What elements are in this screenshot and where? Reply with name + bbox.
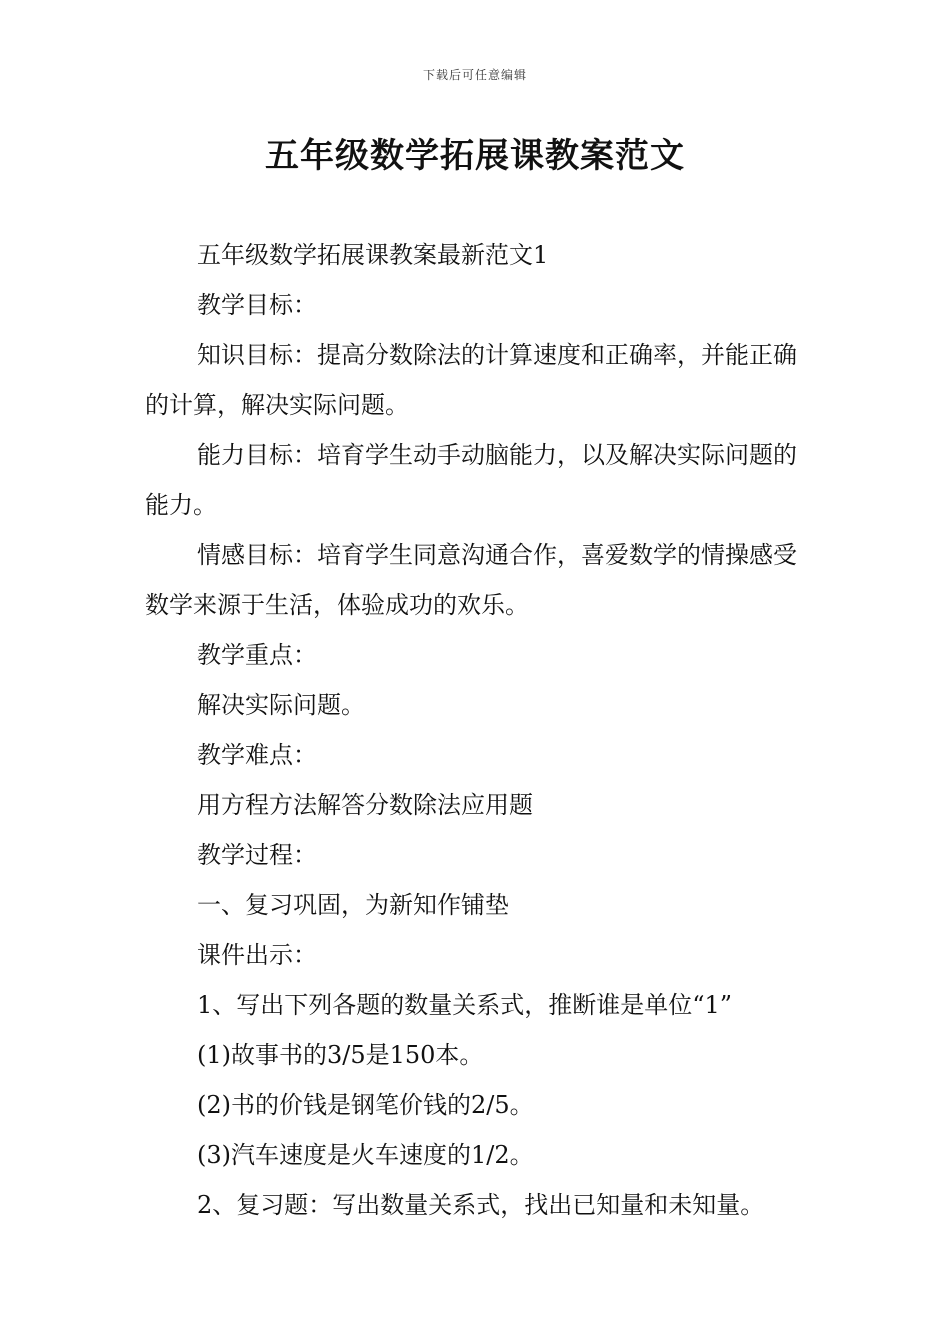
paragraph-item-1: (1)故事书的3/5是150本。	[197, 1041, 484, 1069]
paragraph-difficulties: 用方程方法解答分数除法应用题	[197, 791, 533, 819]
paragraph-key-points: 解决实际问题。	[197, 691, 365, 719]
document-body	[145, 230, 810, 1230]
paragraph-item-3: (3)汽车速度是火车速度的1/2。	[197, 1141, 534, 1169]
document-title: 五年级数学拓展课教案范文	[265, 136, 685, 176]
paragraph-emotion-goal: 情感目标：培育学生同意沟通合作，喜爱数学的情操感受数学来源于生活，体验成功的欢乐。	[145, 541, 797, 619]
paragraph-exercise-two: 2、复习题：写出数量关系式，找出已知量和未知量。	[197, 1191, 765, 1219]
paragraph-item-2: (2)书的价钱是钢笔价钱的2/5。	[197, 1091, 534, 1119]
paragraph-key-points-heading: 教学重点：	[197, 641, 317, 669]
paragraph-process-heading: 教学过程：	[197, 841, 317, 869]
paragraph-subtitle: 五年级数学拓展课教案最新范文1	[197, 241, 549, 269]
header-note: 下载后可任意编辑	[422, 68, 527, 82]
paragraph-ability-goal: 能力目标：培育学生动手动脑能力，以及解决实际问题的能力。	[145, 441, 797, 519]
paragraph-section-one: 一、复习巩固，为新知作铺垫	[197, 891, 509, 919]
paragraph-exercise-one: 1、写出下列各题的数量关系式，推断谁是单位“1”	[197, 991, 733, 1019]
paragraph-difficulties-heading: 教学难点：	[197, 741, 317, 769]
paragraph-knowledge-goal: 知识目标：提高分数除法的计算速度和正确率，并能正确的计算，解决实际问题。	[145, 341, 797, 419]
paragraph-teaching-goals: 教学目标：	[197, 291, 317, 319]
paragraph-courseware: 课件出示：	[197, 941, 317, 969]
